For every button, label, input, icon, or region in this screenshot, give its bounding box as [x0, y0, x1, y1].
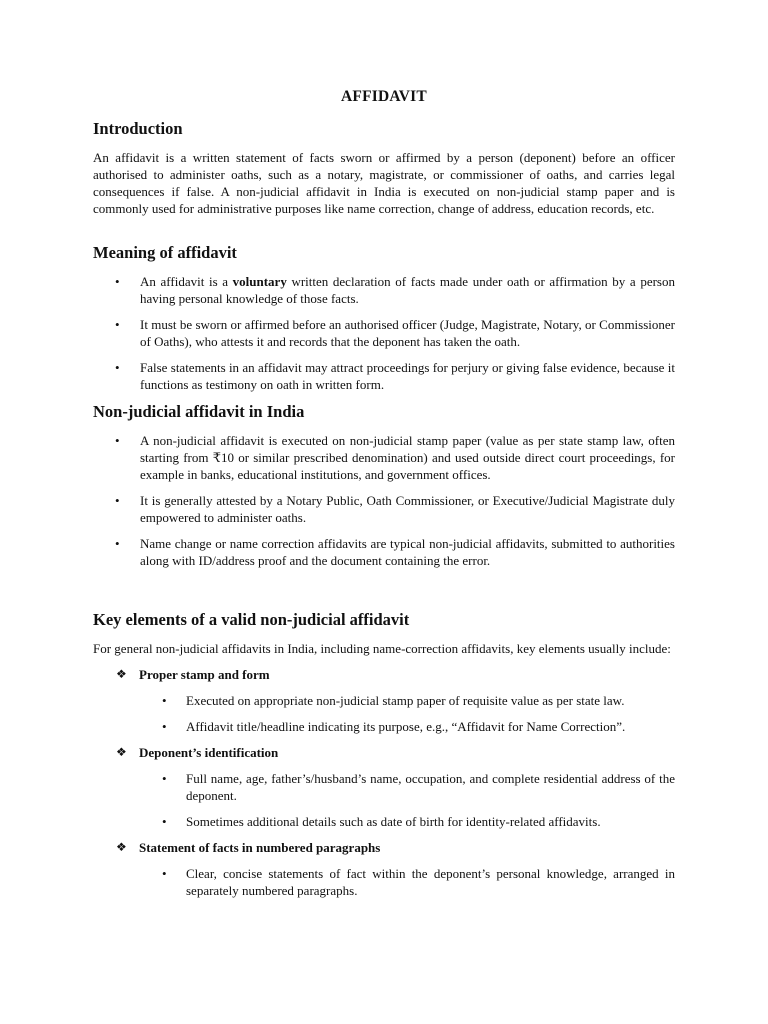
list-item: [93, 718, 675, 735]
list-item: [93, 692, 675, 709]
bullet-glyph: •: [162, 693, 167, 708]
bullet-glyph: •: [162, 866, 167, 881]
sub-item-text: Clear, concise statements of fact within the deponent’s personal knowledge, arranged in separately numbered paragraphs.: [186, 866, 675, 898]
key-elements-intro: For general non-judicial affidavits in India, including name-correction affidavits, key elements usually include:: [93, 641, 671, 656]
meaning-bullet-2: It must be sworn or affirmed before an authorised officer (Judge, Magistrate, Notary, or Commissioner of Oaths), who attests it and records that the deponent has taken the oath.: [140, 317, 675, 349]
introduction-paragraph: An affidavit is a written statement of facts sworn or affirmed by a person (deponent) before an officer authorised to administer oaths, such as a notary, magistrate, or commissioner of oaths, and carries legal consequences if false. A non-judicial affidavit in India is executed on non-judicial stamp paper and is commonly used for administrative purposes like name correction, change of address, education records, etc.: [93, 150, 675, 216]
list-item: [93, 813, 675, 830]
list-item: [93, 359, 675, 393]
element-group-heading: [93, 839, 675, 856]
statement-of-facts-list: [93, 865, 675, 899]
nonjudicial-heading: Non-judicial affidavit in India: [93, 402, 305, 421]
key-elements-section: [93, 610, 675, 908]
introduction-section: [93, 119, 675, 217]
nonjudicial-bullet-list: [93, 432, 675, 569]
list-item: [93, 865, 675, 899]
meaning-heading: Meaning of affidavit: [93, 243, 237, 262]
nonjudicial-bullet-3: Name change or name correction affidavits are typical non-judicial affidavits, submitted to authorities along with ID/address proof and the document containing the error.: [140, 536, 675, 568]
bullet-glyph: •: [115, 360, 120, 375]
bullet-glyph: •: [115, 433, 120, 448]
list-item: [93, 535, 675, 569]
element-group-heading: [93, 666, 675, 683]
group-title-deponent-identification: Deponent’s identification: [139, 745, 279, 760]
list-item: [93, 770, 675, 804]
bullet-glyph: •: [162, 771, 167, 786]
group-title-stamp-form: Proper stamp and form: [139, 667, 270, 682]
nonjudicial-section: [93, 402, 675, 578]
list-item: [93, 492, 675, 526]
diamond-bullet-icon: ❖: [116, 667, 127, 681]
diamond-bullet-icon: ❖: [116, 840, 127, 854]
sub-item-text: Full name, age, father’s/husband’s name, occupation, and complete residential address of the deponent.: [186, 771, 675, 803]
list-item: [93, 273, 675, 307]
sub-item-text: Sometimes additional details such as date of birth for identity-related affidavits.: [186, 814, 601, 829]
deponent-identification-list: [93, 770, 675, 830]
meaning-bullet-1-pre: An affidavit is a: [140, 274, 233, 289]
bullet-glyph: •: [162, 814, 167, 829]
bullet-glyph: •: [115, 493, 120, 508]
diamond-bullet-icon: ❖: [116, 745, 127, 759]
element-group-heading: [93, 744, 675, 761]
meaning-bullet-3: False statements in an affidavit may attract proceedings for perjury or giving false evidence, because it functions as testimony on oath in written form.: [140, 360, 675, 392]
introduction-heading: Introduction: [93, 119, 183, 138]
group-title-statement-of-facts: Statement of facts in numbered paragraphs: [139, 840, 381, 855]
bullet-glyph: •: [115, 317, 120, 332]
sub-item-text: Affidavit title/headline indicating its purpose, e.g., “Affidavit for Name Correction”.: [186, 719, 626, 734]
stamp-form-list: [93, 692, 675, 735]
meaning-bullet-list: [93, 273, 675, 393]
list-item: [93, 316, 675, 350]
nonjudicial-bullet-2: It is generally attested by a Notary Public, Oath Commissioner, or Executive/Judicial Magistrate duly empowered to administer oaths.: [140, 493, 675, 525]
sub-item-text: Executed on appropriate non-judicial stamp paper of requisite value as per state law.: [186, 693, 625, 708]
nonjudicial-bullet-1: A non-judicial affidavit is executed on non-judicial stamp paper (value as per state stamp law, often starting from ₹10 or similar prescribed denomination) and used outside direct court proceedings, for example in banks, educational institutions, and government offices.: [140, 433, 675, 482]
meaning-section: [93, 243, 675, 402]
meaning-bullet-1-post: written declaration of facts made under oath or affirmation by a person having personal knowledge of those facts.: [140, 274, 675, 306]
bullet-glyph: •: [162, 719, 167, 734]
bullet-glyph: •: [115, 536, 120, 551]
bullet-glyph: •: [115, 274, 120, 289]
key-elements-heading: Key elements of a valid non-judicial affidavit: [93, 610, 410, 629]
meaning-bullet-1-bold: voluntary: [232, 274, 287, 289]
document-title: AFFIDAVIT: [341, 88, 427, 105]
list-item: [93, 432, 675, 483]
